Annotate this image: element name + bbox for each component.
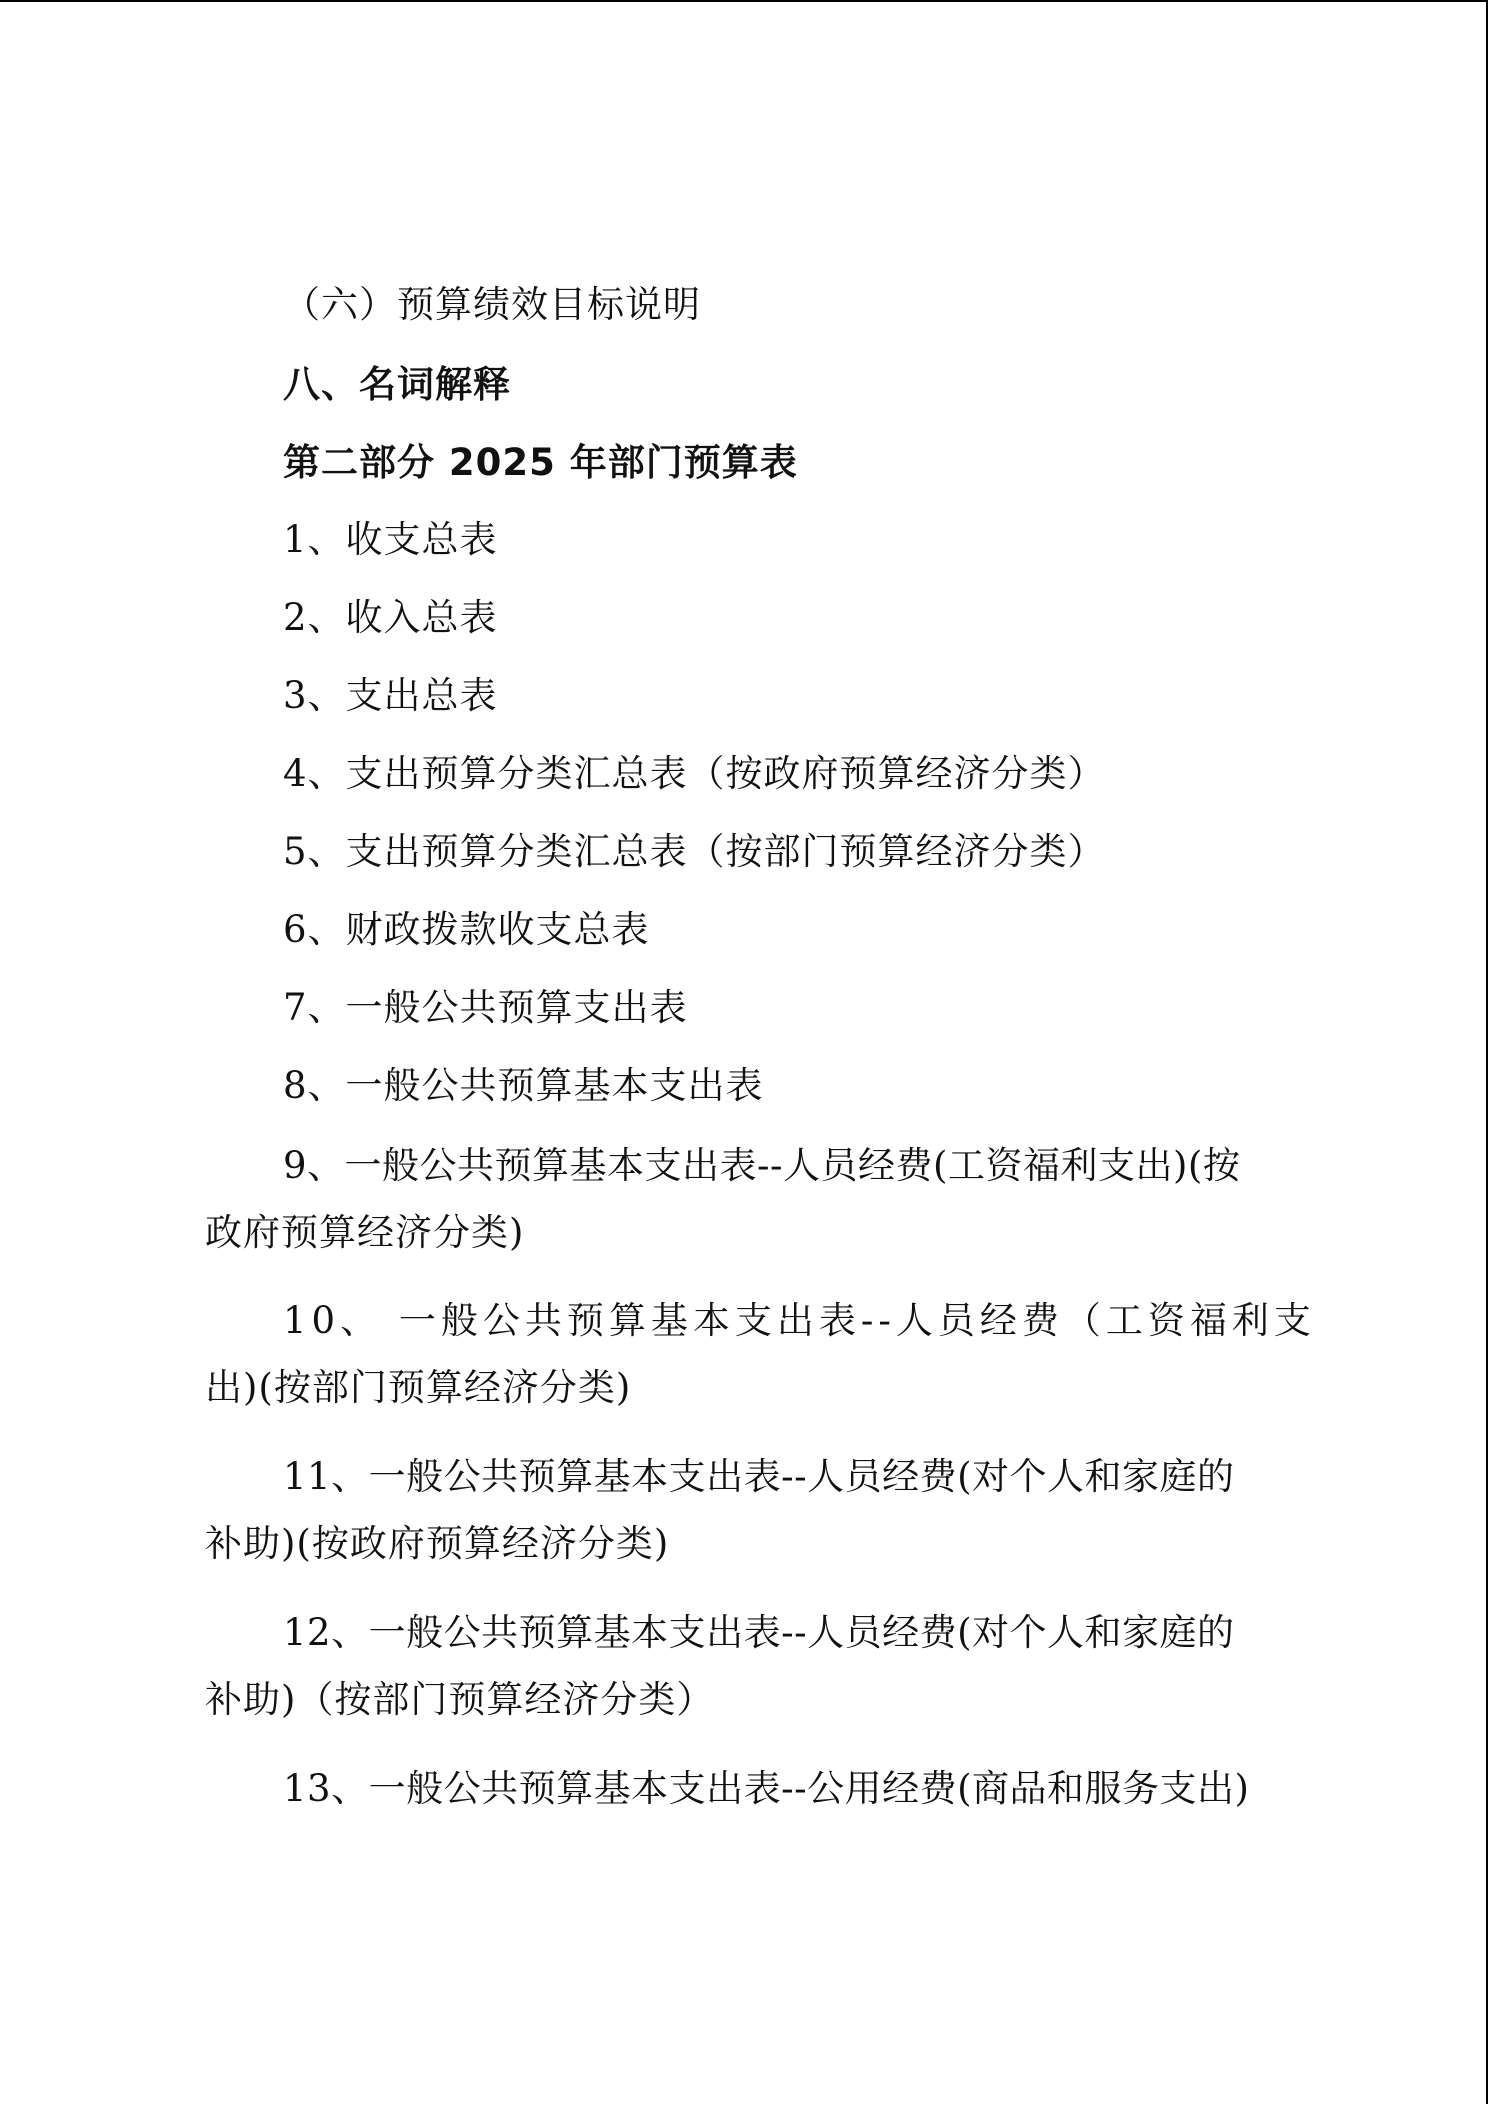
list-item-continuation: 补助)（按部门预算经济分类） (205, 1678, 715, 1721)
list-item: 13、一般公共预算基本支出表--公用经费(商品和服务支出) (283, 1767, 1250, 1810)
list-item: 12、一般公共预算基本支出表--人员经费(对个人和家庭的 (283, 1611, 1235, 1654)
part-heading-budget-tables: 第二部分 2025 年部门预算表 (283, 441, 798, 484)
list-item: 10、 一般公共预算基本支出表--人员经费（工资福利支 (283, 1299, 1316, 1342)
list-item: 9、一般公共预算基本支出表--人员经费(工资福利支出)(按 (283, 1144, 1241, 1187)
list-item: 1、收支总表 (283, 518, 498, 561)
list-item: 5、支出预算分类汇总表（按部门预算经济分类） (283, 830, 1106, 873)
list-item-continuation: 出)(按部门预算经济分类) (205, 1366, 632, 1409)
list-item: 6、财政拨款收支总表 (283, 908, 650, 951)
list-item-continuation: 政府预算经济分类) (205, 1211, 525, 1254)
list-item: 8、一般公共预算基本支出表 (283, 1064, 764, 1107)
list-item: 3、支出总表 (283, 674, 498, 717)
list-item: 11、一般公共预算基本支出表--人员经费(对个人和家庭的 (283, 1455, 1235, 1498)
section-heading-budget-performance: （六）预算绩效目标说明 (283, 283, 701, 326)
section-heading-glossary: 八、名词解释 (283, 363, 511, 406)
list-item: 4、支出预算分类汇总表（按政府预算经济分类） (283, 752, 1106, 795)
list-item-continuation: 补助)(按政府预算经济分类) (205, 1522, 670, 1565)
list-item: 7、一般公共预算支出表 (283, 986, 688, 1029)
list-item: 2、收入总表 (283, 596, 498, 639)
